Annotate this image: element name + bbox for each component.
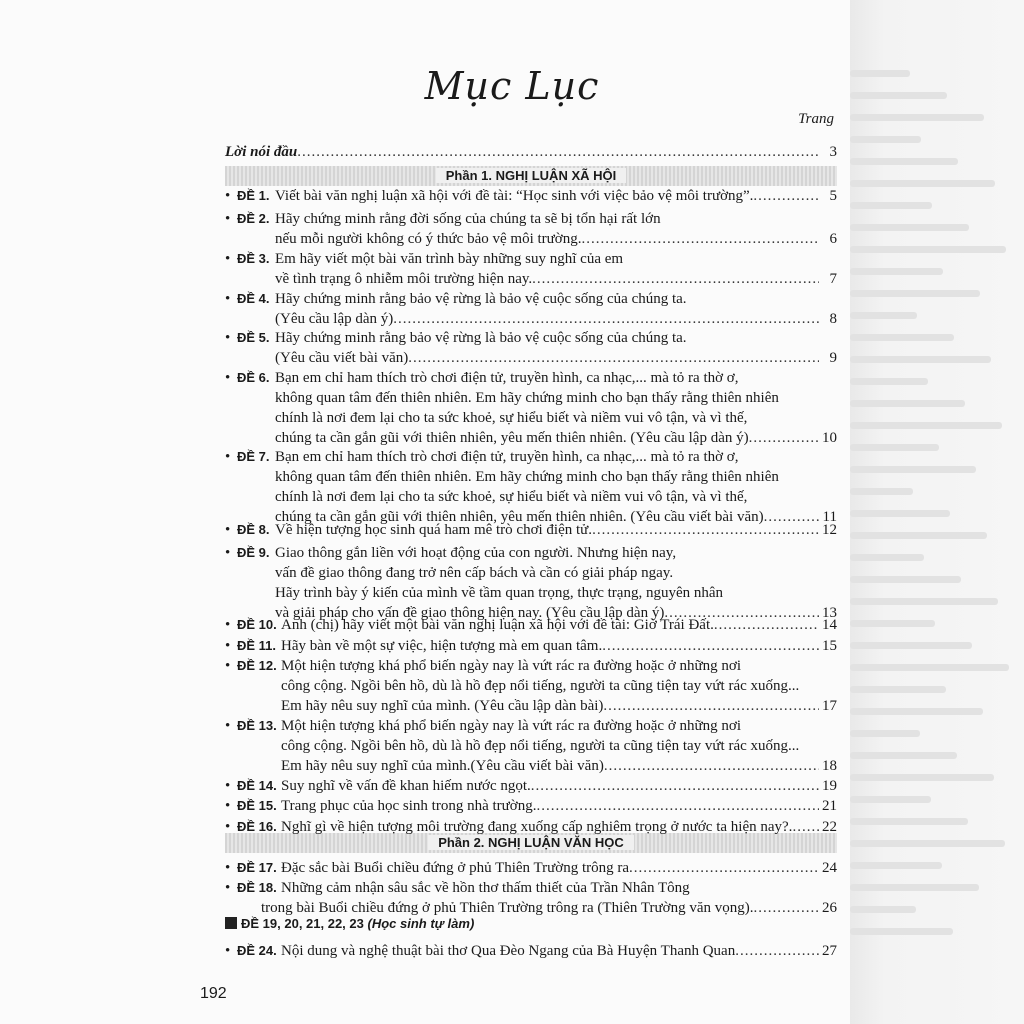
entry-text: chính là nơi đem lại cho ta sức khoẻ, sự hiểu biết và niềm vui vô tận, và vì thế, xyxy=(275,410,748,426)
toc-entry[interactable] xyxy=(225,796,837,816)
bullet-icon: • xyxy=(225,188,231,204)
entry-text: Bạn em chỉ ham thích trò chơi điện tử, truyền hình, ca nhạc,... mà tỏ ra thờ ơ, xyxy=(275,449,739,465)
page-ref: 21 xyxy=(822,798,837,814)
ghost-text-line xyxy=(850,862,942,869)
entry-text: Hãy chứng minh rằng bảo vệ rừng là bảo vệ cuộc sống của chúng ta. xyxy=(275,330,687,346)
ghost-text-line xyxy=(850,840,1005,847)
section-title: Phần 2. NGHỊ LUẬN VĂN HỌC xyxy=(428,835,634,850)
ghost-text-line xyxy=(850,598,998,605)
bullet-icon: • xyxy=(225,860,231,876)
ghost-text-line xyxy=(850,334,954,341)
leader-dots xyxy=(581,229,819,249)
ghost-text-line xyxy=(850,554,924,561)
page-ref: 24 xyxy=(822,860,837,876)
page-ref: 7 xyxy=(829,271,837,287)
leader-dots xyxy=(531,776,819,796)
entry-label: ĐỀ 7. xyxy=(237,449,270,464)
leader-dots xyxy=(629,858,819,878)
bullet-icon: • xyxy=(225,880,231,896)
leader-dots xyxy=(604,756,819,776)
entry-label: ĐỀ 11. xyxy=(237,638,277,653)
ghost-text-line xyxy=(850,136,921,143)
entry-label: ĐỀ 3. xyxy=(237,251,270,266)
entry-label: ĐỀ 1. xyxy=(237,188,270,203)
ghost-text-line xyxy=(850,774,994,781)
toc-entry[interactable] xyxy=(225,186,837,206)
toc-entry[interactable] xyxy=(225,858,837,878)
leader-dots xyxy=(536,796,819,816)
entry-text: Em hãy nêu suy nghĩ của mình. (Yêu cầu lập dàn bài) xyxy=(281,698,604,714)
entry-label: ĐỀ 6. xyxy=(237,370,270,385)
toc-entry[interactable] xyxy=(225,368,837,448)
entry-text: Đặc sắc bài Buổi chiều đứng ở phủ Thiên Trường trông ra xyxy=(281,860,630,876)
page-number: 192 xyxy=(200,985,227,1002)
bullet-icon: • xyxy=(225,718,231,734)
entry-text: Giao thông gắn liền với hoạt động của con người. Nhưng hiện nay, xyxy=(275,545,677,561)
ghost-text-line xyxy=(850,246,1006,253)
bullet-icon: • xyxy=(225,545,231,561)
page-ref: 5 xyxy=(829,188,837,204)
entry-text: (Yêu cầu viết bài văn) xyxy=(275,350,409,366)
entry-label: ĐỀ 2. xyxy=(237,211,270,226)
ghost-text-line xyxy=(850,686,946,693)
entry-text: về tình trạng ô nhiễm môi trường hiện nay. xyxy=(275,271,533,287)
entry-text: Hãy trình bày ý kiến của mình về tầm quan trọng, thực trạng, nguyên nhân xyxy=(275,585,724,601)
ghost-text-line xyxy=(850,642,972,649)
bullet-icon: • xyxy=(225,943,231,959)
entry-text: không quan tâm đến thiên nhiên. Em hãy chứng minh cho bạn thấy rằng thiên nhiên xyxy=(275,469,779,485)
bullet-icon: • xyxy=(225,522,231,538)
ghost-text-line xyxy=(850,488,913,495)
entry-text: Những cảm nhận sâu sắc về hồn thơ thấm thiết của Trần Nhân Tông xyxy=(281,880,690,896)
ghost-text-line xyxy=(850,114,984,121)
leader-dots xyxy=(749,428,819,448)
bullet-icon: • xyxy=(225,819,231,835)
entry-text: Một hiện tượng khá phổ biến ngày nay là vứt rác ra đường hoặc ở những nơi xyxy=(281,718,741,734)
pencil-icon xyxy=(225,917,237,929)
page-ref: 22 xyxy=(822,819,837,835)
ghost-text-line xyxy=(850,928,953,935)
toc-entry[interactable] xyxy=(225,878,837,918)
ghost-text-line xyxy=(850,906,916,913)
entry-text: Nghĩ gì về hiện tượng môi trường đang xuống cấp nghiêm trọng ở nước ta hiện nay?. xyxy=(281,819,793,835)
ghost-text-line xyxy=(850,268,943,275)
ghost-text-line xyxy=(850,224,969,231)
toc-entry[interactable] xyxy=(225,636,837,656)
entry-text: Về hiện tượng học sinh quá ham mê trò chơi điện tử. xyxy=(275,522,593,538)
ghost-text-line xyxy=(850,884,979,891)
ghost-text-line xyxy=(850,378,928,385)
entry-text: và giải pháp cho vấn đề giao thông hiện nay. (Yêu cầu lập dàn ý) xyxy=(275,605,665,621)
page-ref: 17 xyxy=(822,698,837,714)
toc-entry[interactable] xyxy=(225,447,837,527)
toc-entry[interactable] xyxy=(225,615,837,635)
entry-text: Hãy chứng minh rằng bảo vệ rừng là bảo vệ cuộc sống của chúng ta. xyxy=(275,291,687,307)
entry-text: Một hiện tượng khá phổ biến ngày nay là vứt rác ra đường hoặc ở những nơi xyxy=(281,658,741,674)
bullet-icon: • xyxy=(225,449,231,465)
intro-entry[interactable] xyxy=(225,142,837,162)
ghost-text-line xyxy=(850,312,917,319)
leader-dots xyxy=(408,348,819,368)
ghost-text-line xyxy=(850,664,1009,671)
leader-dots xyxy=(753,898,819,918)
toc-entry[interactable] xyxy=(225,520,837,540)
entry-label: ĐỀ 18. xyxy=(237,880,277,895)
page-ref: 10 xyxy=(822,430,837,446)
page-ref: 14 xyxy=(822,617,837,633)
entry-label: ĐỀ 9. xyxy=(237,545,270,560)
ghost-text-line xyxy=(850,180,995,187)
leader-dots xyxy=(393,309,819,329)
leader-dots xyxy=(297,142,819,162)
entry-text: Hãy bàn về một sự việc, hiện tượng mà em quan tâm. xyxy=(281,638,603,654)
ghost-text-line xyxy=(850,752,957,759)
entry-text: trong bài Buổi chiều đứng ở phủ Thiên Trường trông ra (Thiên Trường văn vọng). xyxy=(261,900,754,916)
bullet-icon: • xyxy=(225,658,231,674)
ghost-text-line xyxy=(850,444,939,451)
entry-text: chính là nơi đem lại cho ta sức khoẻ, sự hiểu biết và niềm vui vô tận, và vì thế, xyxy=(275,489,748,505)
bullet-icon: • xyxy=(225,798,231,814)
ghost-text-line xyxy=(850,290,980,297)
leader-dots xyxy=(735,941,819,961)
entry-text: Viết bài văn nghị luận xã hội với đề tài: “Học sinh với việc bảo vệ môi trường”. xyxy=(275,188,754,204)
bullet-icon: • xyxy=(225,617,231,633)
ghost-text-line xyxy=(850,400,965,407)
entry-label: ĐỀ 10. xyxy=(237,617,277,632)
toc-entry[interactable] xyxy=(225,289,837,329)
ghost-text-line xyxy=(850,510,950,517)
ghost-text-line xyxy=(850,796,931,803)
entry-text: nếu mỗi người không có ý thức bảo vệ môi trường. xyxy=(275,231,582,247)
toc-entry[interactable] xyxy=(225,656,837,716)
entry-label: ĐỀ 5. xyxy=(237,330,270,345)
bullet-icon: • xyxy=(225,638,231,654)
bullet-icon: • xyxy=(225,291,231,307)
entry-label: ĐỀ 16. xyxy=(237,819,277,834)
entry-text: Nội dung và nghệ thuật bài thơ Qua Đèo Ngang của Bà Huyện Thanh Quan xyxy=(281,943,736,959)
entry-text: Anh (chị) hãy viết một bài văn nghị luận xã hội với đề tài: Giờ Trái Đất. xyxy=(281,617,714,633)
entry-text: Hãy chứng minh rằng đời sống của chúng ta sẽ bị tổn hại rất lớn xyxy=(275,211,661,227)
page-ref: 15 xyxy=(822,638,837,654)
entry-text: công cộng. Ngồi bên hồ, dù là hồ đẹp nổi tiếng, người ta cũng tiện tay vứt rác xuống... xyxy=(281,678,800,694)
entry-text: công cộng. Ngồi bên hồ, dù là hồ đẹp nổi tiếng, người ta cũng tiện tay vứt rác xuống... xyxy=(281,738,800,754)
page-ref: 13 xyxy=(822,605,837,621)
trang-column-label: Trang xyxy=(798,111,834,127)
toc-entry[interactable] xyxy=(225,249,837,289)
leader-dots xyxy=(714,615,819,635)
page-ref: 6 xyxy=(829,231,837,247)
bullet-icon: • xyxy=(225,778,231,794)
entry-text: Trang phục của học sinh trong nhà trường. xyxy=(281,798,537,814)
section-header-1 xyxy=(225,166,837,186)
ghost-text-line xyxy=(850,466,976,473)
entry-text: Suy nghĩ về vấn đề khan hiếm nước ngọt. xyxy=(281,778,531,794)
entry-label: ĐỀ 17. xyxy=(237,860,277,875)
leader-dots xyxy=(603,696,819,716)
ghost-text-line xyxy=(850,818,968,825)
toc-entry[interactable] xyxy=(225,543,837,623)
ghost-text-line xyxy=(850,356,991,363)
adjacent-page-bleed xyxy=(850,0,1024,1024)
toc-entry[interactable] xyxy=(225,776,837,796)
leader-dots xyxy=(753,186,819,206)
entry-label: ĐỀ 8. xyxy=(237,522,270,537)
intro-text: Lời nói đầu xyxy=(225,144,298,160)
self-study-label: ĐỀ 19, 20, 21, 22, 23 xyxy=(241,916,364,931)
page-ref: 19 xyxy=(822,778,837,794)
leader-dots xyxy=(602,636,819,656)
page-ref: 9 xyxy=(829,350,837,366)
ghost-text-line xyxy=(850,158,958,165)
page-ref: 18 xyxy=(822,758,837,774)
entry-label: ĐỀ 4. xyxy=(237,291,270,306)
page-ref: 27 xyxy=(822,943,837,959)
entry-text: (Yêu cầu lập dàn ý) xyxy=(275,311,394,327)
toc-entry[interactable] xyxy=(225,328,837,368)
page-ref: 26 xyxy=(822,900,837,916)
toc-entry[interactable] xyxy=(225,941,837,961)
leader-dots xyxy=(532,269,819,289)
entry-text: chúng ta cần gắn gũi với thiên nhiên, yêu mến thiên nhiên. (Yêu cầu lập dàn ý) xyxy=(275,430,749,446)
ghost-text-line xyxy=(850,730,920,737)
bullet-icon: • xyxy=(225,330,231,346)
page-ref: 11 xyxy=(822,509,837,525)
leader-dots xyxy=(592,520,819,540)
self-study-note: (Học sinh tự làm) xyxy=(367,916,475,931)
toc-entry[interactable] xyxy=(225,716,837,776)
entry-text: chúng ta cần gắn gũi với thiên nhiên, yêu mến thiên nhiên. (Yêu cầu viết bài văn) xyxy=(275,509,764,525)
ghost-text-line xyxy=(850,422,1002,429)
leader-dots xyxy=(792,817,819,837)
entry-label: ĐỀ 14. xyxy=(237,778,277,793)
entry-label: ĐỀ 12. xyxy=(237,658,277,673)
page-title: Mục Lục xyxy=(424,64,600,108)
entry-label: ĐỀ 24. xyxy=(237,943,277,958)
bullet-icon: • xyxy=(225,211,231,227)
entry-text: không quan tâm đến thiên nhiên. Em hãy chứng minh cho bạn thấy rằng thiên nhiên xyxy=(275,390,779,406)
toc-entry[interactable] xyxy=(225,817,837,837)
ghost-text-line xyxy=(850,202,932,209)
toc-entry[interactable] xyxy=(225,209,837,249)
page-ref: 3 xyxy=(829,144,837,160)
entry-label: ĐỀ 13. xyxy=(237,718,277,733)
ghost-text-line xyxy=(850,620,935,627)
page-ref: 8 xyxy=(829,311,837,327)
entry-label: ĐỀ 15. xyxy=(237,798,277,813)
bullet-icon: • xyxy=(225,370,231,386)
section-title: Phần 1. NGHỊ LUẬN XÃ HỘI xyxy=(436,168,626,183)
ghost-text-line xyxy=(850,576,961,583)
bullet-icon: • xyxy=(225,251,231,267)
entry-text: vấn đề giao thông đang trở nên cấp bách và cần có giải pháp ngay. xyxy=(275,565,674,581)
page-ref: 12 xyxy=(822,522,837,538)
ghost-text-line xyxy=(850,708,983,715)
entry-text: Em hãy nêu suy nghĩ của mình.(Yêu cầu viết bài văn) xyxy=(281,758,604,774)
ghost-text-line xyxy=(850,532,987,539)
entry-text: Em hãy viết một bài văn trình bày những suy nghĩ của em xyxy=(275,251,624,267)
entry-text: Bạn em chỉ ham thích trò chơi điện tử, truyền hình, ca nhạc,... mà tỏ ra thờ ơ, xyxy=(275,370,739,386)
